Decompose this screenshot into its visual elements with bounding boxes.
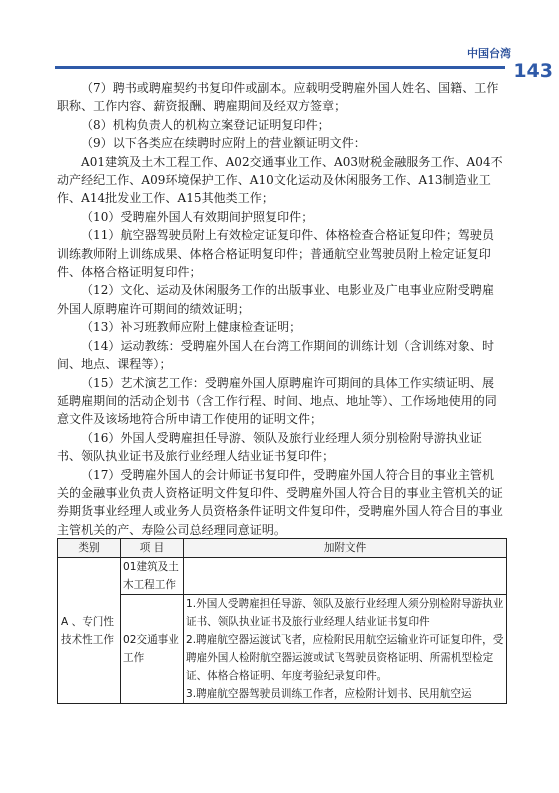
item-cell: 02交通事业工作 — [121, 595, 184, 704]
paragraph: （11）航空器驾驶员附上有效检定证复印件、体格检查合格证复印件；驾驶员训练教师附上训练成果、体格合格证明复印件；普通航空业驾驶员附上检定证复印件、体格合格证明复印件； — [57, 228, 495, 280]
header-category: 类别 — [58, 539, 121, 558]
table-header-row — [58, 539, 507, 558]
category-cell: A 、专门性技术性工作 — [58, 558, 121, 704]
attachment-item: 1.外国人受聘雇担任导游、领队及旅行业经理人须分别检附导游执业证书、领队执业证书及旅行业经理人结业证书复印件 — [186, 598, 504, 628]
attachment-item: 2.聘雇航空器运渡试飞者，应检附民用航空运输业许可证复印件，受聘雇外国人检附航空器运渡或试飞驾驶员资格证明、所需机型检定证、体格合格证明、年度考验纪录复印件。 — [186, 634, 504, 682]
paragraph: （17）受聘雇外国人的会计师证书复印件，受聘雇外国人符合目的事业主管机关的金融事业负责人资格证明文件复印件、受聘雇外国人符合目的事业主管机关的证券期货事业经理人或业务人员资格条件证明文件复印件，受聘雇外国人符合目的事业主管机关的产、寿险公司总经理同意证明。 — [57, 467, 503, 537]
paragraph: （13）补习班教师应附上健康检查证明； — [81, 320, 302, 335]
paragraph: （14）运动教练：受聘雇外国人在台湾工作期间的训练计划（含训练对象、时间、地点、课程等）； — [57, 338, 495, 372]
header-tag: 中国台湾 — [467, 47, 511, 60]
paragraph: （15）艺术演艺工作：受聘雇外国人原聘雇许可期间的具体工作实绩证明、展延聘雇期间的活动企划书（含工作行程、时间、地点、地址等）、工作场地使用的同意文件及该场地符合所申请工作使用的证明文件； — [57, 375, 497, 427]
paragraph: （7）聘书或聘雇契约书复印件或副本。应载明受聘雇外国人姓名、国籍、工作职称、工作内容、薪资报酬、聘雇期间及经双方签章； — [57, 81, 499, 114]
attachment-item: 3.聘雇航空器驾驶员训练工作者，应检附计划书、民用航空运 — [186, 688, 472, 700]
document-body — [57, 79, 504, 539]
attachment-table — [57, 538, 507, 704]
paragraph: （8）机构负责人的机构立案登记证明复印件； — [81, 117, 330, 132]
item-cell: 01建筑及土木工程工作 — [121, 558, 184, 595]
paragraph: （12）文化、运动及休闲服务工作的出版事业、电影业及广电事业应附受聘雇外国人原聘雇许可期间的绩效证明； — [57, 283, 495, 316]
header-item: 项 目 — [121, 539, 184, 558]
header-rule — [55, 66, 505, 69]
table-row — [58, 595, 507, 704]
attachments-cell — [184, 558, 507, 595]
paragraph: （9）以下各类应在续聘时应附上的营业额证明文件： — [81, 136, 366, 151]
header-attachments: 加附文件 — [184, 539, 507, 558]
paragraph: （16）外国人受聘雇担任导游、领队及旅行业经理人须分别检附导游执业证书、领队执业证书及旅行业经理人结业证书复印件； — [57, 430, 482, 464]
page-number: 143 — [513, 60, 553, 82]
attachments-cell — [184, 595, 507, 704]
paragraph: （10）受聘雇外国人有效期间护照复印件； — [81, 209, 314, 224]
table-row — [58, 558, 507, 595]
paragraph: A01建筑及土木工程工作、A02交通事业工作、A03财税金融服务工作、A04不动产经纪工作、A09环境保护工作、A10文化运动及休闲服务工作、A13制造业工作、A14批发业工作、A15其他类工作； — [57, 154, 503, 206]
